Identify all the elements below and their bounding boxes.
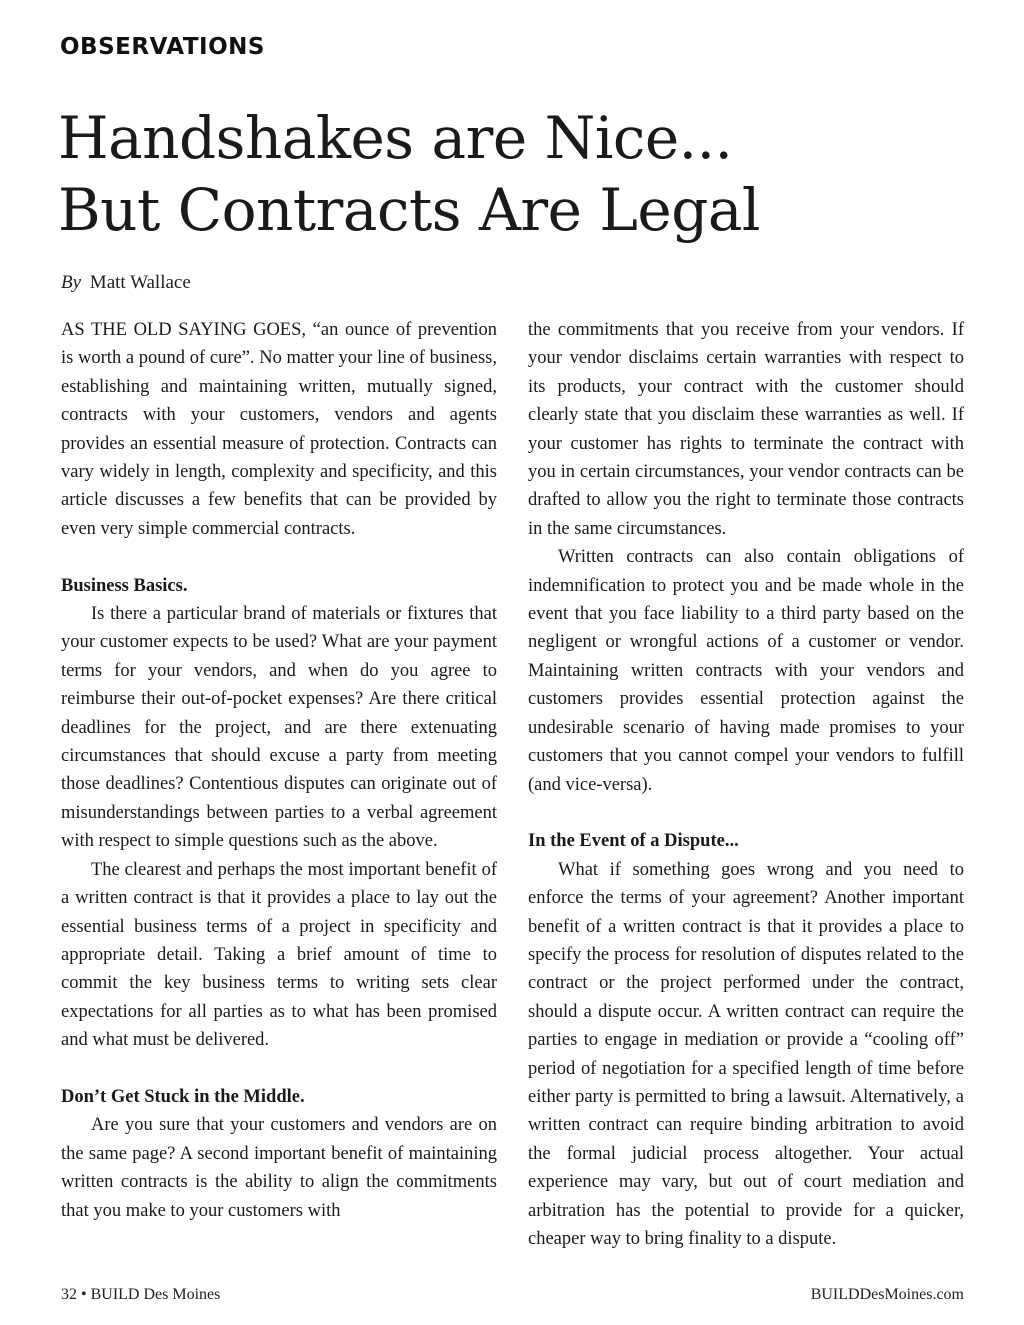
section-heading-stuck-in-middle: Don’t Get Stuck in the Middle. — [61, 1086, 305, 1107]
section-heading-dispute: In the Event of a Dispute... — [528, 831, 739, 852]
article-title — [58, 102, 958, 246]
body-paragraph: What if something goes wrong and you need to enforce the terms of your agreement? Another important benefit of a written contract is that it provides a place to specify the process for resolution of disputes related to the contract or the project performed under the contract, should a dispute occur. A written contract can require the parties to engage in mediation or provide a “cooling off” period of negotiation for a specified length of time before either party is permitted to bring a lawsuit. Alternatively, a written contract can require binding arbitration to avoid the formal judicial process altogether. Your actual experience may vary, but out of court mediation and arbitration has the potential to provide for a quicker, cheaper way to bring finality to a dispute. — [528, 859, 964, 1249]
body-paragraph: Are you sure that your customers and vendors are on the same page? A second important benefit of maintaining written contracts is the ability to align the commitments that you make to your customers with — [61, 1115, 497, 1221]
footer-page-info: 32 • BUILD Des Moines — [61, 1286, 221, 1303]
body-paragraph: The clearest and perhaps the most important benefit of a written contract is that it provides a place to lay out the essential business terms of a project in specificity and appropriate detail. Taking a brief amount of time to commit the key business terms to writing sets clear expectations for all parties as to what has been promised and what must be delivered. — [61, 859, 497, 1051]
right-column — [528, 316, 964, 1253]
byline-prefix: By — [61, 272, 82, 293]
intro-paragraph: AS THE OLD SAYING GOES, “an ounce of prevention is worth a pound of cure”. No matter your line of business, establishing and maintaining written, mutually signed, contracts with your customers, vendors and agents provides an essential measure of protection. Contracts can vary widely in length, complexity and specificity, and this article discusses a few benefits that can be provided by even very simple commercial contracts. — [61, 320, 497, 539]
byline — [61, 272, 191, 294]
section-label: OBSERVATIONS — [60, 34, 265, 60]
left-column — [61, 316, 497, 1225]
section-heading-business-basics: Business Basics. — [61, 575, 188, 596]
body-paragraph: Written contracts can also contain obligations of indemnification to protect you and be made whole in the event that you face liability to a third party based on the negligent or wrongful actions of a customer or vendor. Maintaining written contracts with your vendors and customers provides essential protection against the undesirable scenario of having made promises to your customers that you cannot compel your vendors to fulfill (and vice-versa). — [528, 547, 964, 795]
byline-author: Matt Wallace — [89, 272, 191, 293]
title-line-1: Handshakes are Nice... — [58, 104, 733, 172]
footer-website: BUILDDesMoines.com — [810, 1286, 964, 1303]
body-paragraph: Is there a particular brand of materials or fixtures that your customer expects to be used? What are your payment terms for your vendors, and when do you agree to reimburse their out-of-pocket expenses? Are there critical deadlines for the project, and are there extenuating circumstances that should excuse a party from meeting those deadlines? Contentious disputes can originate out of misunderstandings between parties to a verbal agreement with respect to simple questions such as the above. — [61, 604, 497, 852]
body-paragraph-continued: the commitments that you receive from your vendors. If your vendor disclaims certain warranties with respect to its products, your contract with the customer should clearly state that you disclaim these warranties as well. If your customer has rights to terminate the contract with you in certain circumstances, your vendor contracts can be drafted to allow you the right to terminate those contracts in the same circumstances. — [528, 320, 964, 539]
title-line-2: But Contracts Are Legal — [58, 176, 760, 244]
